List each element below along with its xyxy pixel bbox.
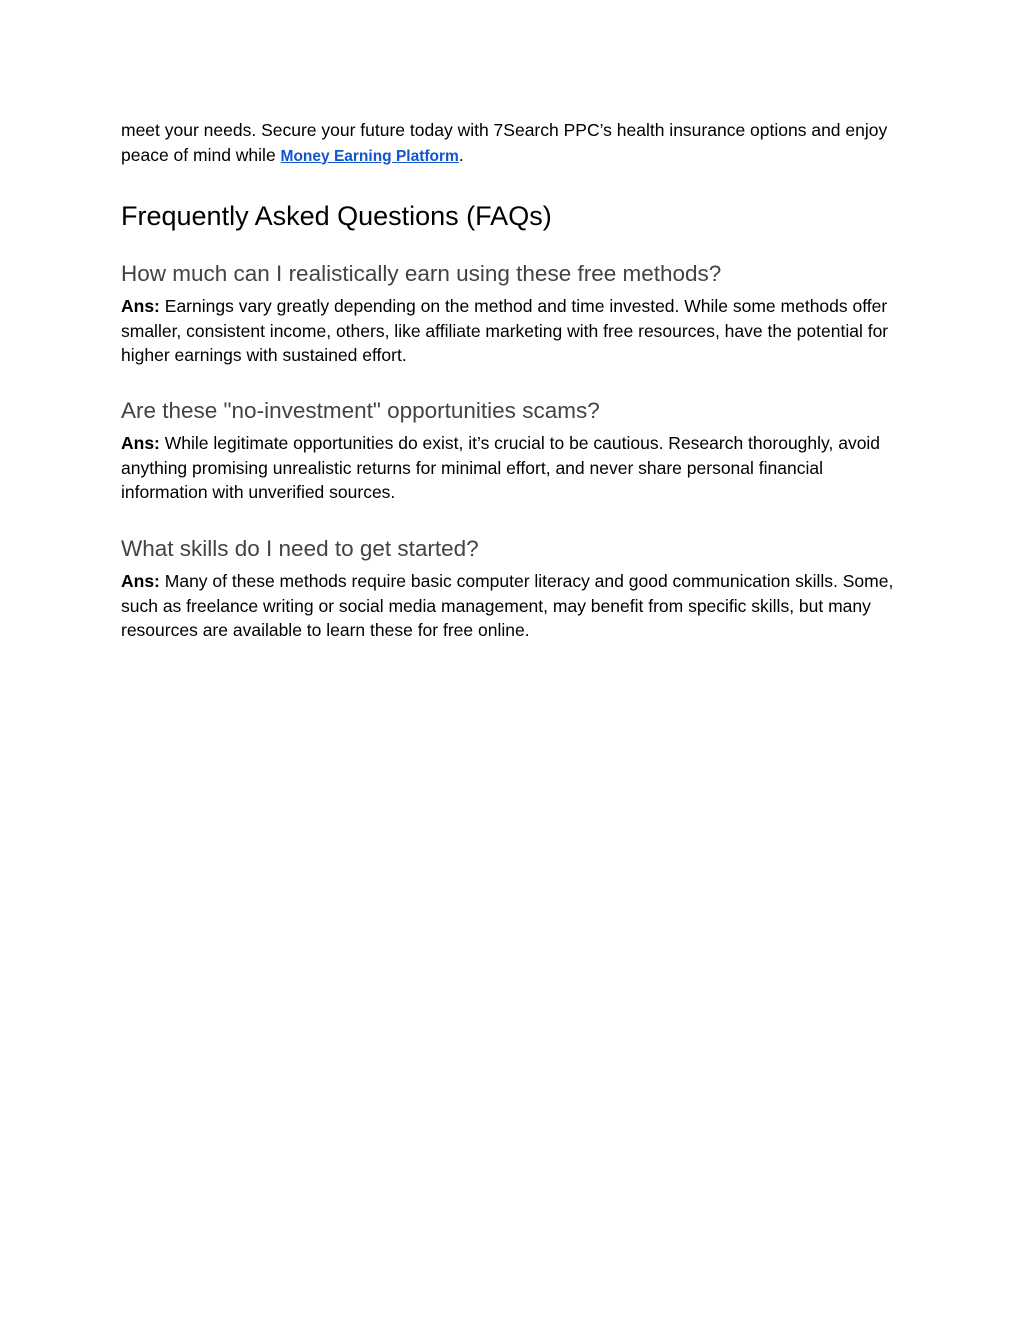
answer-text: Earnings vary greatly depending on the method and time invested. While some methods offer smaller, consistent income, others, like affiliate marketing with free resources, have the potential for higher earnings with sustained effort. [121, 296, 889, 365]
answer-label: Ans: [121, 296, 160, 316]
answer-label: Ans: [121, 571, 160, 591]
faq-item [121, 535, 896, 643]
faq-question: How much can I realistically earn using these free methods? [121, 261, 722, 286]
faq-item [121, 260, 896, 368]
faq-answer [121, 569, 896, 643]
intro-text: meet your needs. Secure your future today with 7Search PPC’s health insurance options and enjoy peace of mind while [121, 120, 888, 165]
faq-answer [121, 294, 896, 368]
faq-answer [121, 431, 896, 505]
money-earning-platform-link[interactable]: Money Earning Platform [280, 147, 459, 165]
faq-item [121, 397, 896, 505]
faq-question: What skills do I need to get started? [121, 536, 479, 561]
faq-question: Are these "no-investment" opportunities scams? [121, 398, 600, 423]
answer-text: Many of these methods require basic computer literacy and good communication skills. Some, such as freelance writing or social media management, may benefit from specific skills, but many resources are available to learn these for free online. [121, 571, 894, 640]
answer-label: Ans: [121, 433, 160, 453]
document-page [121, 118, 896, 640]
answer-text: While legitimate opportunities do exist, it’s crucial to be cautious. Research thoroughly, avoid anything promising unrealistic returns for minimal effort, and never share personal financial information with unverified sources. [121, 433, 881, 502]
intro-text-end: . [458, 144, 464, 165]
intro-paragraph [121, 118, 896, 169]
faq-heading: Frequently Asked Questions (FAQs) [121, 201, 552, 231]
